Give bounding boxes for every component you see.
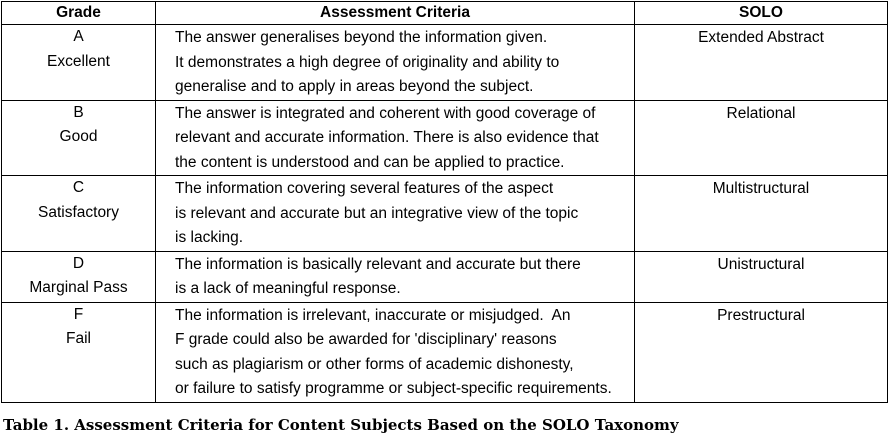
solo-level-cell: Extended Abstract <box>635 25 888 101</box>
criteria-line: It demonstrates a high degree of originality and ability to <box>175 53 560 71</box>
criteria-line: is lacking. <box>175 229 244 246</box>
criteria-line: is relevant and accurate but an integrative view of the topic <box>175 204 579 222</box>
grade-letter: C <box>72 179 85 196</box>
grade-label: Satisfactory <box>38 203 119 221</box>
solo-level-cell: Unistructural <box>635 251 888 302</box>
table-row <box>2 176 888 252</box>
criteria-line: is a lack of meaningful response. <box>175 280 401 297</box>
criteria-line: or failure to satisfy programme or subject-specific requirements. <box>175 380 612 397</box>
grade-cell <box>2 251 156 302</box>
table-row <box>2 100 888 176</box>
grade-cell <box>2 100 156 176</box>
table-caption: Table 1. Assessment Criteria for Content Subjects Based on the SOLO Taxonomy <box>3 416 679 434</box>
grade-letter: D <box>72 254 85 272</box>
criteria-line: F grade could also be awarded for 'disciplinary' reasons <box>175 331 557 348</box>
criteria-cell <box>156 100 635 176</box>
table-row <box>2 302 888 402</box>
criteria-line: such as plagiarism or other forms of academic dishonesty, <box>175 355 574 373</box>
grade-cell <box>2 176 156 252</box>
criteria-line: The answer is integrated and coherent with good coverage of <box>175 104 596 122</box>
grade-label: Excellent <box>47 52 110 70</box>
criteria-line: relevant and accurate information. There is also evidence that <box>175 129 599 146</box>
grade-label: Fail <box>66 330 91 347</box>
solo-column-header: SOLO <box>635 2 888 25</box>
criteria-column-header: Assessment Criteria <box>156 2 635 25</box>
assessment-criteria-table <box>1 1 888 403</box>
solo-level-cell: Multistructural <box>635 176 888 252</box>
table-row <box>2 251 888 302</box>
grade-cell <box>2 302 156 402</box>
criteria-line: generalise and to apply in areas beyond the subject. <box>175 78 534 95</box>
criteria-cell <box>156 25 635 101</box>
grade-label: Marginal Pass <box>29 279 128 296</box>
grade-letter: B <box>73 103 84 121</box>
criteria-cell <box>156 302 635 402</box>
grade-cell <box>2 25 156 101</box>
grade-letter: F <box>73 305 84 323</box>
criteria-cell <box>156 176 635 252</box>
grade-column-header: Grade <box>2 2 156 25</box>
criteria-line: the content is understood and can be applied to practice. <box>175 153 565 171</box>
solo-level-cell: Prestructural <box>635 302 888 402</box>
criteria-line: The information is basically relevant and accurate but there <box>175 255 581 273</box>
table-row <box>2 25 888 101</box>
criteria-line: The information covering several features of the aspect <box>175 180 554 197</box>
header-row <box>2 2 888 25</box>
grade-letter: A <box>73 28 84 45</box>
criteria-cell <box>156 251 635 302</box>
criteria-line: The information is irrelevant, inaccurate or misjudged. An <box>175 306 571 324</box>
criteria-line: The answer generalises beyond the information given. <box>175 29 548 46</box>
solo-level-cell: Relational <box>635 100 888 176</box>
grade-label: Good <box>59 128 98 145</box>
